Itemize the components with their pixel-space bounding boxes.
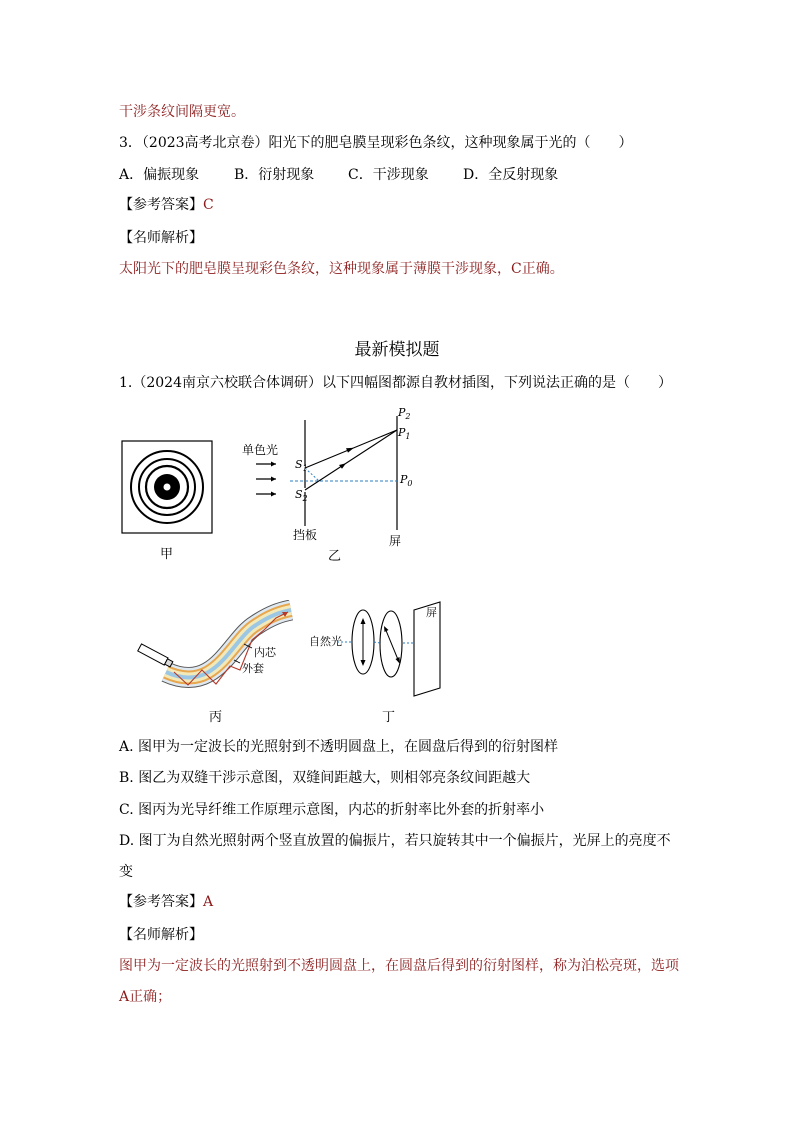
answer-label: 【参考答案】: [119, 894, 203, 910]
label-screen: 屏: [389, 534, 402, 548]
polarizer-2: [380, 611, 402, 677]
figure-jia-diffraction-rings: [121, 440, 213, 534]
question-3-stem: 3．（2023高考北京卷）阳光下的肥皂膜呈现彩色条纹，这种现象属于光的（ ）: [119, 135, 633, 151]
q3-option-c: C．干涉现象: [348, 167, 429, 183]
q1-option-a: A. 图甲为一定波长的光照射到不透明圆盘上，在圆盘后得到的衍射图样: [119, 739, 559, 755]
q1-option-b: B. 图乙为双缝干涉示意图，双缝间距越大，则相邻亮条纹间距越大: [119, 770, 531, 786]
label-cladding: 外套: [242, 662, 264, 675]
light-source-pen: [138, 644, 174, 668]
q1-option-c: C. 图丙为光导纤维工作原理示意图，内芯的折射率比外套的折射率小: [119, 802, 545, 818]
answer-value: C: [203, 197, 214, 213]
q1-analysis-line-1: 图甲为一定波长的光照射到不透明圆盘上，在圆盘后得到的衍射图样，称为泊松亮斑，选项: [119, 958, 679, 974]
q3-option-a: A．偏振现象: [119, 167, 200, 183]
label-p2: $P_2$: [398, 406, 411, 421]
label-p1: $P_1$: [398, 426, 411, 441]
figure-ding-polarizers: [307, 600, 447, 700]
question-1-stem: 1.（2024南京六校联合体调研）以下四幅图都源自教材插图，下列说法正确的是（ ）: [119, 375, 672, 391]
q3-analysis-text: 太阳光下的肥皂膜呈现彩色条纹，这种现象属于薄膜干涉现象，C正确。: [119, 261, 564, 277]
label-s1: $S_1$: [295, 458, 308, 473]
figure-jia-caption: 甲: [160, 547, 174, 562]
section-title: 最新模拟题: [354, 340, 440, 360]
figure-bing-optical-fiber: [136, 600, 296, 700]
label-natural-light: 自然光: [309, 635, 342, 648]
q1-analysis-line-2: A正确；: [119, 989, 172, 1005]
previous-answer-tail: 干涉条纹间隔更宽。: [119, 104, 245, 120]
q3-answer: [119, 195, 214, 215]
label-core: 内芯: [254, 646, 276, 659]
q3-analysis-label: 【名师解析】: [119, 230, 203, 246]
poisson-spot: [164, 484, 171, 491]
figure-ding-caption: 丁: [382, 710, 396, 725]
answer-value: A: [203, 894, 214, 910]
figure-bing-caption: 丙: [209, 710, 223, 725]
q3-option-b: B．衍射现象: [234, 167, 315, 183]
q1-option-d: D. 图丁为自然光照射两个竖直放置的偏振片，若只旋转其中一个偏振片，光屏上的亮度不: [119, 833, 671, 849]
q1-analysis-label: 【名师解析】: [119, 927, 203, 943]
q1-answer: [119, 892, 213, 912]
figure-yi-caption: 乙: [328, 549, 342, 564]
q1-option-d-continued: 变: [119, 864, 133, 880]
label-screen-ding: 屏: [426, 606, 437, 619]
q3-option-d: D．全反射现象: [463, 167, 559, 183]
answer-label: 【参考答案】: [119, 197, 203, 213]
label-p0: $P_0$: [400, 473, 413, 488]
label-s2: $S_2$: [295, 488, 308, 503]
figure-yi-double-slit: [238, 402, 428, 562]
label-barrier: 挡板: [293, 528, 318, 542]
label-monochromatic-light: 单色光: [242, 443, 279, 457]
polarizer-2-axis: [385, 628, 399, 662]
